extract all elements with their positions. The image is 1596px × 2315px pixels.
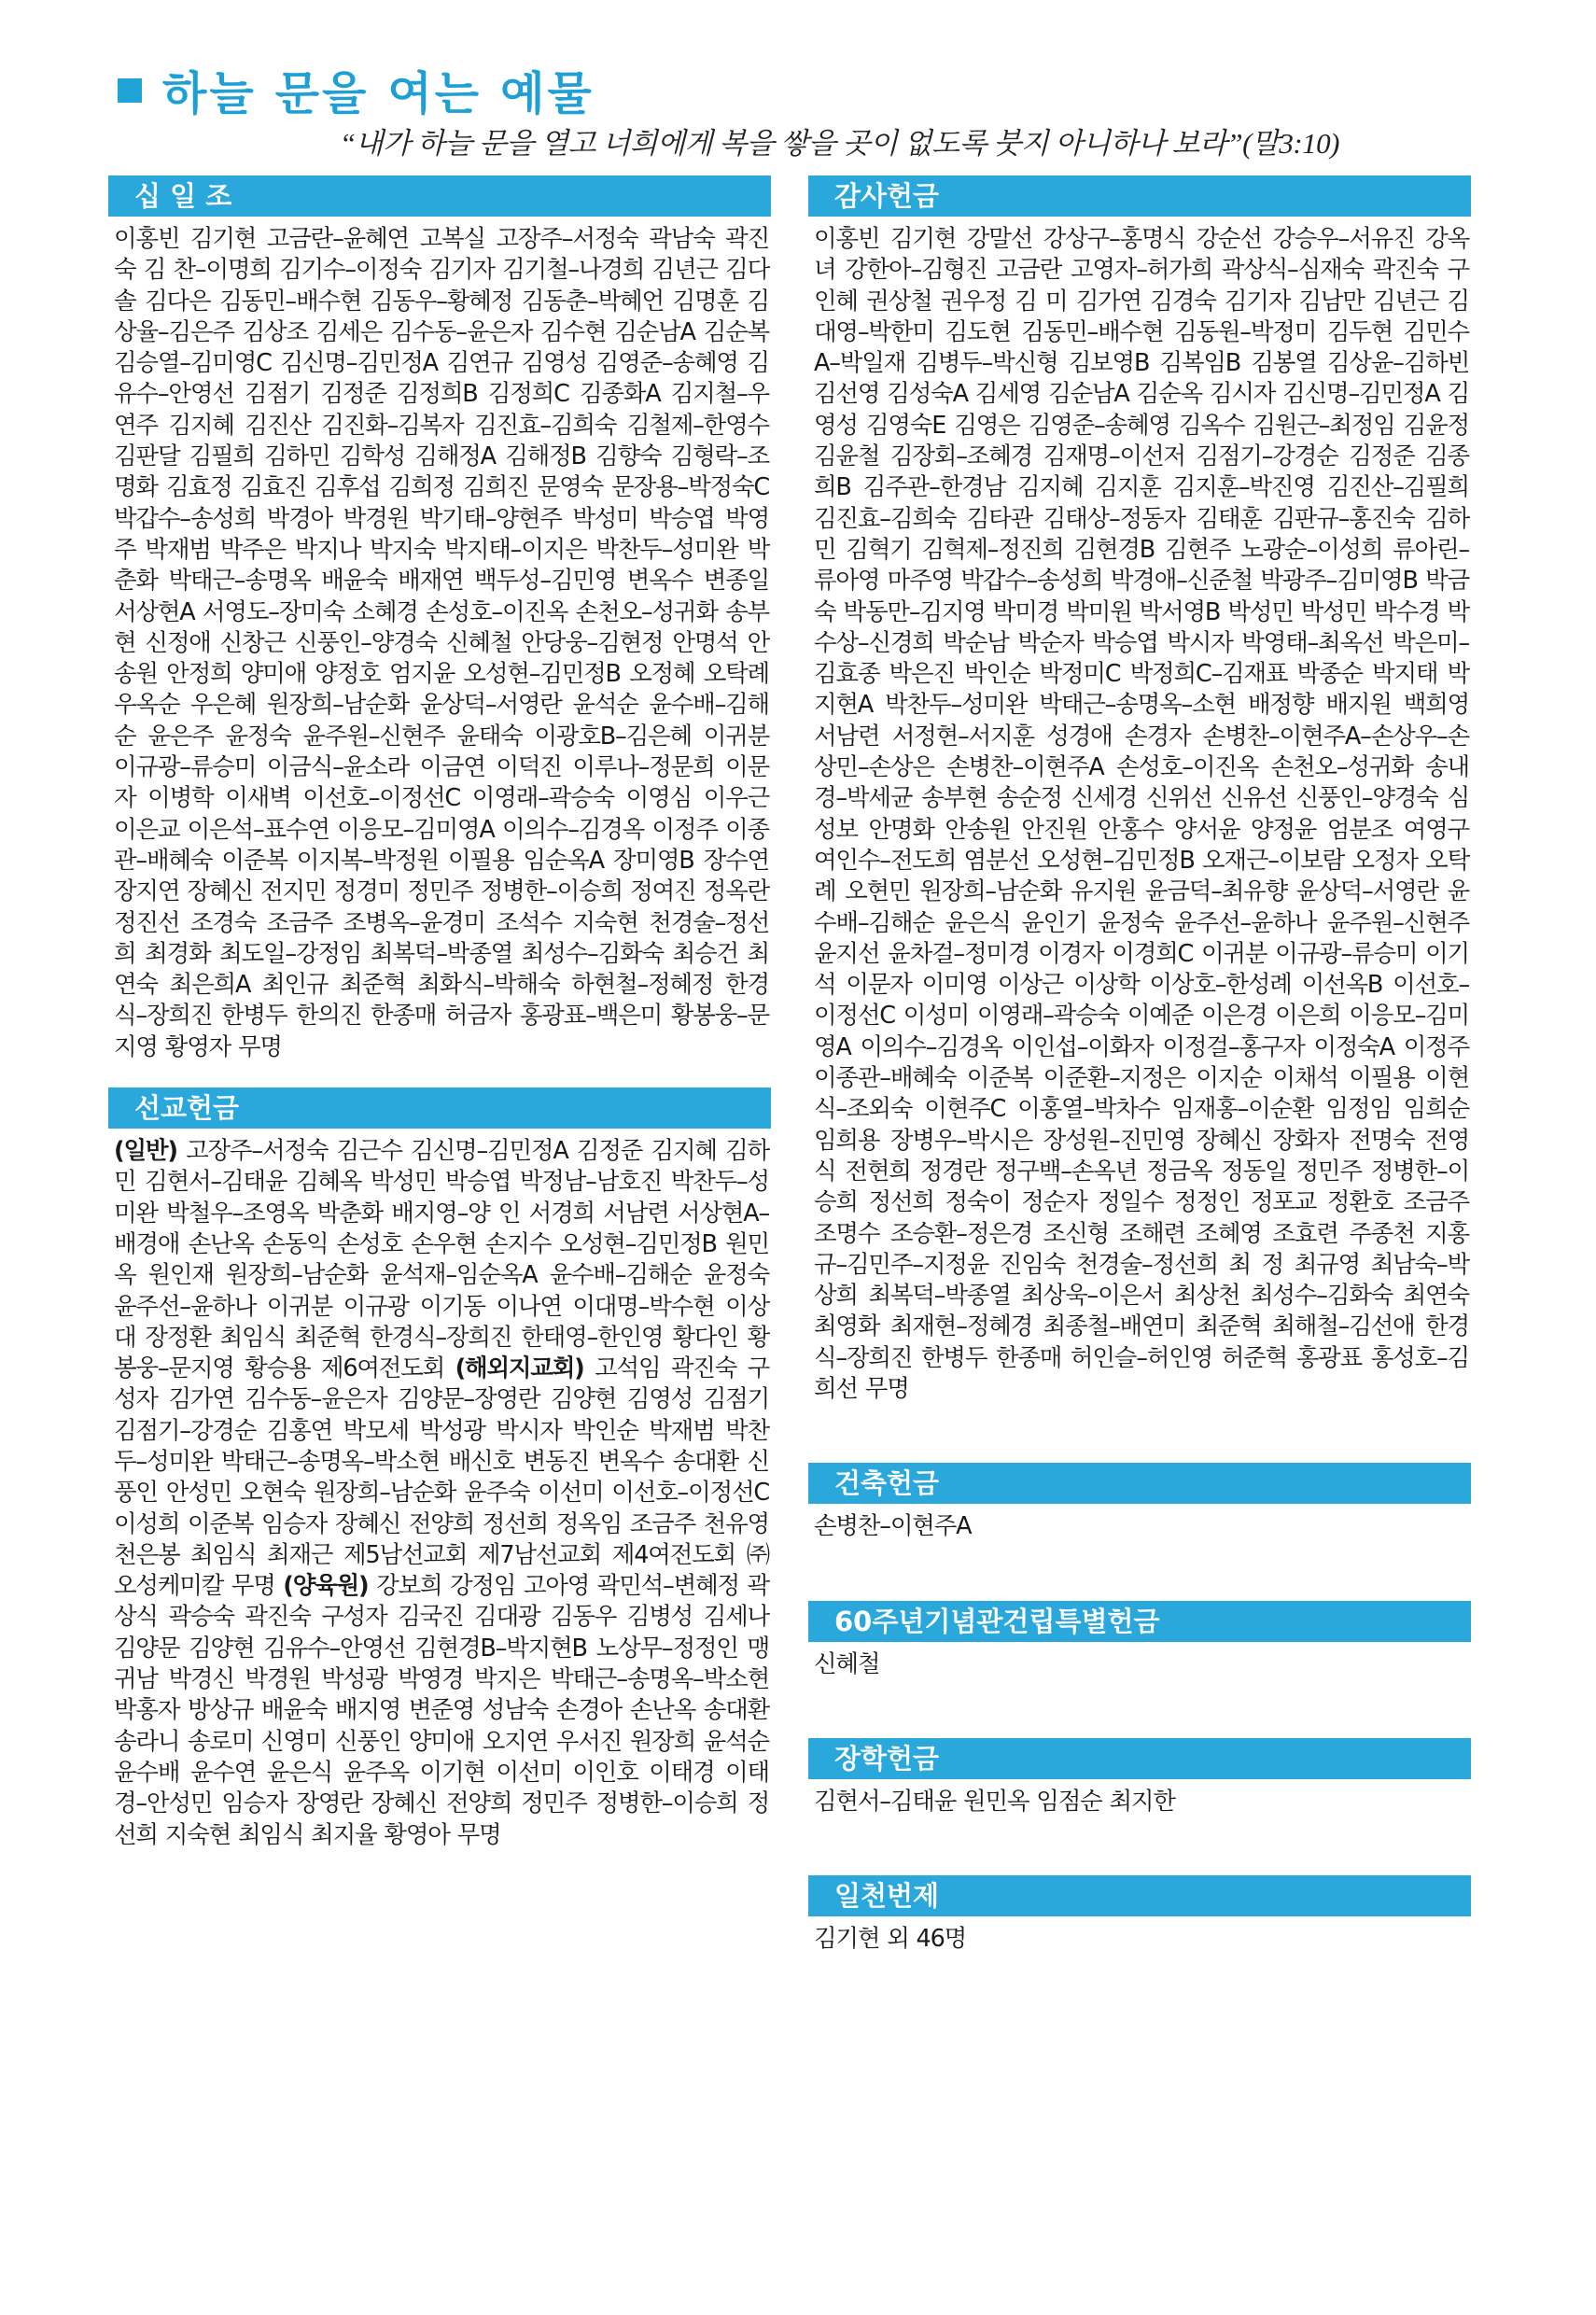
section-body-ilcheon: 김기현 외 46명: [814, 1925, 967, 1954]
section-anniversary: [808, 1601, 1471, 1680]
group-text-overseas: 고석임 곽진숙 구성자 김가연 김수동–윤은자 김양문–장영란 김양현 김영성 김점기 김점기–강경순 김홍연 박모세 박성광 박시자 박인순 박재범 박찬두–성미완 박태근–송명옥–박소현 배신호 변동진 변옥수 송대환 신풍인 안성민 오현숙 원장희–남순화 윤주숙 이선미 이선호–이정선C 이성희 이준복 임승자 장혜신 전양희 정선희 정옥임 조금주 천유영 천은봉 최임식 최재근 제5남선교회 제7남선교회 제4여전도회 ㈜오성케미칼 무명: [114, 1354, 770, 1601]
section-body-mission: [108, 1136, 771, 1851]
section-body-thanks: 이홍빈 김기현 강말선 강상구–홍명식 강순선 강승우–서유진 강옥녀 강한아–김형진 고금란 고영자–허가희 곽상식–심재숙 곽진숙 구인혜 권상철 권우정 김 미 김가연 김경숙 김기자 김남만 김년근 김대영–박한미 김도현 김동민–배수현 김동원–박정미 김두현 김민수A–박일재 김병두–박신형 김보영B 김복임B 김봉열 김상윤–김하빈 김선영 김성숙A 김세영 김순남A 김순옥 김시자 김신명–김민정A 김영성 김영숙E 김영은 김영준–송혜영 김옥수 김원근–최정임 김윤정 김윤철 김장회–조혜경 김재명–이선저 김점기–강경순 김정준 김종희B 김주관–한경남 김지혜 김지훈 김지훈–박진영 김진산–김필희 김진효–김희숙 김타관 김태상–정동자 김태훈 김판규–홍진숙 김하민 김혁기 김혁제–정진희 김현경B 김현주 노광순–이성희 류아린–류아영 마주영 박갑수–송성희 박경애–신준철 박광주–김미영B 박금숙 박동만–김지영 박미경 박미원 박서영B 박성민 박성민 박수경 박수상–신경희 박순남 박순자 박승엽 박시자 박영태–최옥선 박은미–김효종 박은진 박인순 박정미C 박정희C–김재표 박종순 박지태 박지현A 박찬두–성미완 박태근–송명옥–소현 배정향 배지원 백희영 서남련 서정현–서지훈 성경애 손경자 손병찬–이현주A–손상우–손상민–손상은 손병찬–이현주A 손성호–이진옥 손천오–성귀화 송내경–박세균 송부현 송순정 신세경 신위선 신유선 신풍인–양경숙 심성보 안명화 안송원 안진원 안홍수 양서윤 양정윤 엄분조 여영구 여인수–전도희 염분선 오성현–김민정B 오재근–이보람 오정자 오탁례 오현민 원장희–남순화 유지원 윤금덕–최유향 윤상덕–서영란 윤수배–김해순 윤은식 윤인기 윤정숙 윤주선–윤하나 윤주원–신현주 윤지선 윤차걸–정미경 이경자 이경희C 이귀분 이규광–류승미 이기석 이문자 이미영 이상근 이상학 이상호–한성례 이선옥B 이선호–이정선C 이성미 이영래–곽승숙 이예준 이은경 이은희 이응모–김미영A 이의수–김경옥 이인섭–이화자 이정걸–홍구자 이정숙A 이정주 이종관–배혜숙 이준복 이준환–지정은 이지순 이채석 이필용 이현식–조외숙 이현주C 이홍열–박차수 임재홍–이순환 임정임 임희순 임희용 장병우–박시은 장성원–진민영 장혜신 장화자 전명숙 전영식 전현희 정경란 정구백–손옥년 정금옥 정동일 정민주 정병한–이승희 정선희 정숙이 정순자 정일수 정정인 정포교 정환호 조금주 조명수 조승환–정은경 조신형 조해련 조혜영 조효련 주종천 지홍규–김민주–지정윤 진임숙 천경술–정선희 최 정 최규영 최남숙–박상희 최복덕–박종열 최상욱–이은서 최상천 최성수–김화숙 최연숙 최영화 최재현–정혜경 최종철–배연미 최준혁 최해철–김선애 한경식–장희진 한병두 한종매 허인슬–허인영 허준혁 홍광표 홍성호–김희선 무명: [814, 225, 1469, 1403]
section-header-mission: 선교헌금: [108, 1087, 771, 1129]
page-header: [118, 58, 595, 123]
section-header-tithe: 십 일 조: [108, 175, 771, 217]
section-body-tithe: 이홍빈 김기현 고금란–윤혜연 고복실 고장주–서정숙 곽남숙 곽진숙 김 찬–이명희 김기수–이정숙 김기자 김기철–나경희 김년근 김다솔 김다은 김동민–배수현 김동우–황혜정 김동춘–박혜언 김명훈 김상율–김은주 김상조 김세은 김수동–윤은자 김수현 김순남A 김순복 김승열–김미영C 김신명–김민정A 김연규 김영성 김영준–송혜영 김유수–안영선 김점기 김정준 김정희B 김정희C 김종화A 김지철–우연주 김지혜 김진산 김진화–김복자 김진효–김희숙 김철제–한영수 김판달 김필희 김하민 김학성 김해정A 김해정B 김향숙 김형락–조명화 김효정 김효진 김후섭 김희정 김희진 문영숙 문장용–박정숙C 박갑수–송성희 박경아 박경원 박기태–양현주 박성미 박승엽 박영주 박재범 박주은 박지나 박지숙 박지태–이지은 박찬두–성미완 박춘화 박태근–송명옥 배윤숙 배재연 백두성–김민영 변옥수 변종일 서상현A 서영도–장미숙 소혜경 손성호–이진옥 손천오–성귀화 송부현 신정애 신창근 신풍인–양경숙 신혜철 안당웅–김현정 안명석 안송원 안정희 양미애 양정호 엄지윤 오성현–김민정B 오정혜 오탁례 우옥순 우은혜 원장희–남순화 윤상덕–서영란 윤석순 윤수배–김해순 윤은주 윤정숙 윤주원–신현주 윤태숙 이광호B–김은혜 이귀분 이규광–류승미 이금식–윤소라 이금연 이덕진 이루나–정문희 이문자 이병학 이새벽 이선호–이정선C 이영래–곽승숙 이영심 이우근 이은교 이은석–표수연 이응모–김미영A 이의수–김경옥 이정주 이종관–배혜숙 이준복 이지복–박정원 이필용 임순옥A 장미영B 장수연 장지연 장혜신 전지민 정경미 정민주 정병한–이승희 정여진 정옥란 정진선 조경숙 조금주 조병옥–윤경미 조석수 지숙현 천경술–정선희 최경화 최도일–강정임 최복덕–박종열 최성수–김화숙 최승건 최연숙 최은희A 최인규 최준혁 최화식–박해숙 하현철–정혜정 한경식–장희진 한병두 한의진 한종매 허금자 홍광표–백은미 황봉웅–문지영 황영자 무명: [114, 225, 769, 1061]
section-header-ilcheon: 일천번제: [808, 1875, 1471, 1916]
section-building: [808, 1463, 1471, 1542]
group-tag-orphanage: (양육원): [283, 1572, 369, 1601]
section-header-thanks: 감사헌금: [808, 175, 1471, 217]
section-mission: [108, 1087, 771, 1851]
section-header-building: 건축헌금: [808, 1463, 1471, 1504]
section-scholarship: [808, 1738, 1471, 1817]
right-column: [808, 175, 1471, 1955]
section-body-scholarship: 김현서–김태윤 원민옥 임점순 최지한: [814, 1787, 1175, 1816]
square-bullet-icon: [118, 78, 142, 103]
section-body-anniversary: 신혜철: [814, 1649, 880, 1678]
spacer: [808, 1405, 1471, 1463]
spacer: [108, 1063, 771, 1087]
section-header-scholarship: 장학헌금: [808, 1738, 1471, 1779]
group-tag-general: (일반): [114, 1137, 177, 1166]
group-tag-overseas: (해외지교회): [455, 1354, 584, 1383]
group-text-general: 고장주–서정숙 김근수 김신명–김민정A 김정준 김지혜 김하민 김현서–김태윤 김혜옥 박성민 박승엽 박정남–남호진 박찬두–성미완 박철우–조영옥 박춘화 배지영–양 인 서경희 서남련 서상현A–배경애 손난옥 손동익 손성호 손우현 손지수 오성현–김민정B 원민옥 원인재 원장희–남순화 윤석재–임순옥A 윤수배–김해순 윤정숙 윤주선–윤하나 이귀분 이규광 이기동 이나연 이대명–박수현 이상대 장정환 최임식 최준혁 한경식–장희진 한태영–한인영 황다인 황봉웅–문지영 황승용 제6여전도회: [114, 1137, 769, 1383]
left-column: [108, 175, 771, 1851]
section-body-building: 손병찬–이현주A: [814, 1512, 972, 1541]
section-tithe: [108, 175, 771, 1063]
bible-verse: “내가 하늘 문을 열고 너희에게 복을 쌓을 곳이 없도록 붓지 아니하나 보라”(말3:10): [339, 127, 1339, 160]
section-thanks: [808, 175, 1471, 1405]
group-text-orphanage: 강보희 강정임 고아영 곽민석–변혜정 곽상식 곽승숙 곽진숙 구성자 김국진 김대광 김동우 김병성 김세나 김양문 김양현 김유수–안영선 김현경B–박지현B 노상무–정정인 맹귀남 박경신 박경원 박성광 박영경 박지은 박태근–송명옥–박소현 박홍자 방상규 배윤숙 배지영 변준영 성남숙 손경아 손난옥 송대환 송라니 송로미 신영미 신풍인 양미애 오지연 우서진 원장희 윤석순 윤수배 윤수연 윤은식 윤주옥 이기현 이선미 이인호 이태경 이태경–안성민 임승자 장영란 장혜신 전양희 정민주 정병한–이승희 정선희 지숙현 최임식 최지율 황영아 무명: [114, 1572, 769, 1849]
spacer: [808, 1680, 1471, 1738]
section-header-anniversary: 60주년기념관건립특별헌금: [808, 1601, 1471, 1642]
spacer: [808, 1817, 1471, 1875]
section-ilcheon: [808, 1875, 1471, 1955]
page-title: 하늘 문을 여는 예물: [162, 67, 595, 120]
spacer: [808, 1543, 1471, 1601]
